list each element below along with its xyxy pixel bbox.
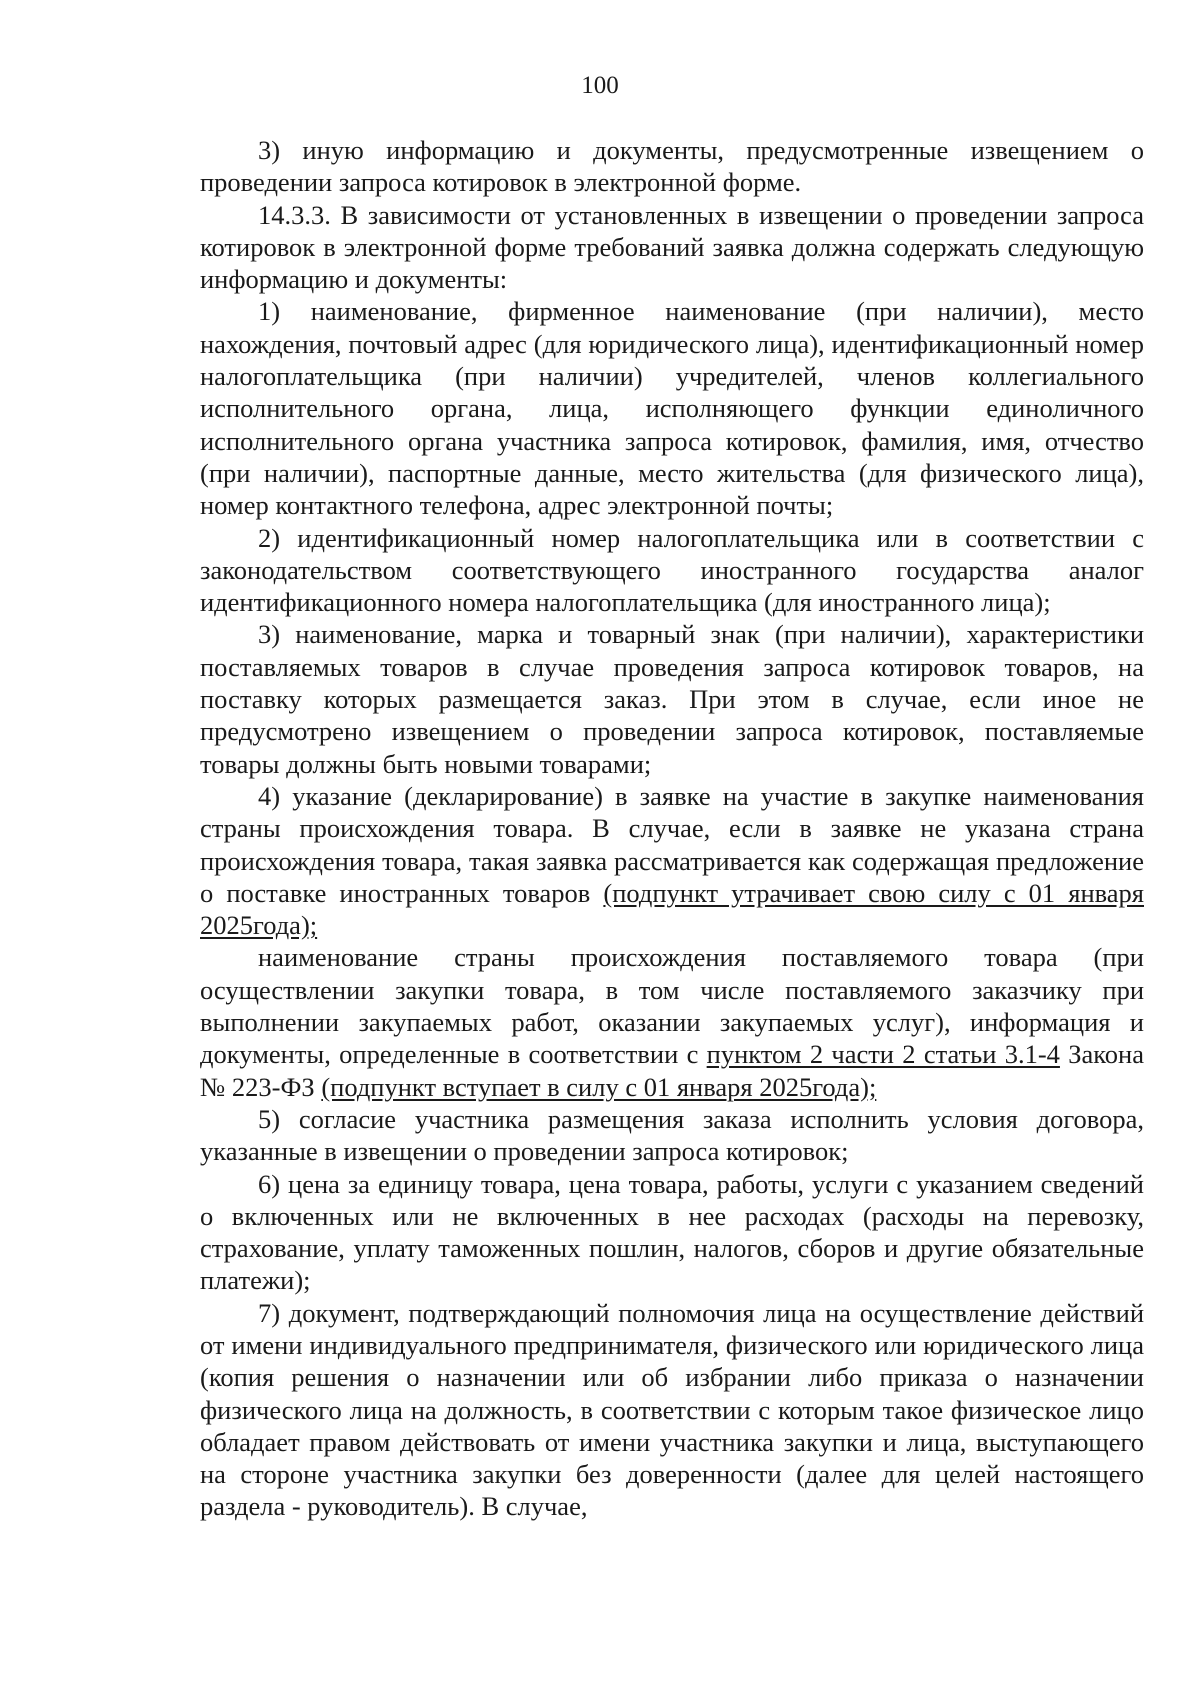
page-number: 100	[581, 72, 619, 99]
item-4-new-text: наименование страны происхождения поставляемого товара (при осуществлении закупки товара, в том числе поставляемого заказчику при выполнении закупаемых работ, оказании закупаемых услуг), информация и документы, определенные в соответствии с	[200, 942, 1144, 1070]
document-body	[200, 134, 1144, 1523]
item-4-text: 4) указание (декларирование) в заявке на участие в закупке наименования страны происхождения товара. В случае, если в заявке не указана страна происхождения товара, такая заявка рассматривается как содержащая предложение о поставке иностранных товаров	[200, 780, 1144, 908]
item-4-new-validity-note: (подпункт вступает в силу с 01 января 2025года);	[321, 1071, 877, 1102]
paragraph-item-4	[200, 780, 1144, 941]
paragraph-14-3-3: 14.3.3. В зависимости от установленных в извещении о проведении запроса котировок в электронной форме требований заявка должна содержать следующую информацию и документы:	[200, 199, 1144, 295]
paragraph-item-6: 6) цена за единицу товара, цена товара, работы, услуги с указанием сведений о включенных или не включенных в нее расходах (расходы на перевозку, страхование, уплату таможенных пошлин, налогов, сборов и другие обязательные платежи);	[200, 1168, 1144, 1296]
item-4-validity-note: (подпункт утрачивает свою силу с 01 января 2025года);	[200, 877, 1144, 941]
paragraph-item-1: 1) наименование, фирменное наименование (при наличии), место нахождения, почтовый адрес (для юридического лица), идентификационный номер налогоплательщика (при наличии) учредителей, членов коллегиального исполнительного органа, лица, исполняющего функции единоличного исполнительного органа участника запроса котировок, фамилия, имя, отчество (при наличии), паспортные данные, место жительства (для физического лица), номер контактного телефона, адрес электронной почты;	[200, 296, 1144, 521]
paragraph-item-7: 7) документ, подтверждающий полномочия лица на осуществление действий от имени индивидуального предпринимателя, физического или юридического лица (копия решения о назначении или об избрании либо приказа о назначении физического лица на должность, в соответствии с которым такое физическое лицо обладает правом действовать от имени участника закупки и лица, выступающего на стороне участника закупки без доверенности (далее для целей настоящего раздела - руководитель). В случае,	[200, 1297, 1144, 1522]
item-4-new-law: Закона № 223-ФЗ	[200, 1039, 1144, 1102]
paragraph-item-2: 2) идентификационный номер налогоплательщика или в соответствии с законодательством соответствующего иностранного государства аналог идентификационного номера налогоплательщика (для иностранного лица);	[200, 522, 1144, 618]
paragraph-item-4-new	[200, 941, 1144, 1102]
paragraph-item-3: 3) наименование, марка и товарный знак (при наличии), характеристики поставляемых товаров в случае проведения запроса котировок товаров, на поставку которых размещается заказ. При этом в случае, если иное не предусмотрено извещением о проведении запроса котировок, поставляемые товары должны быть новыми товарами;	[200, 619, 1144, 779]
paragraph-item-3-previous: 3) иную информацию и документы, предусмотренные извещением о проведении запроса котировок в электронной форме.	[200, 135, 1144, 198]
law-article-link[interactable]: пунктом 2 части 2 статьи 3.1-4	[706, 1039, 1060, 1070]
paragraph-item-5: 5) согласие участника размещения заказа исполнить условия договора, указанные в извещении о проведении запроса котировок;	[200, 1103, 1144, 1167]
